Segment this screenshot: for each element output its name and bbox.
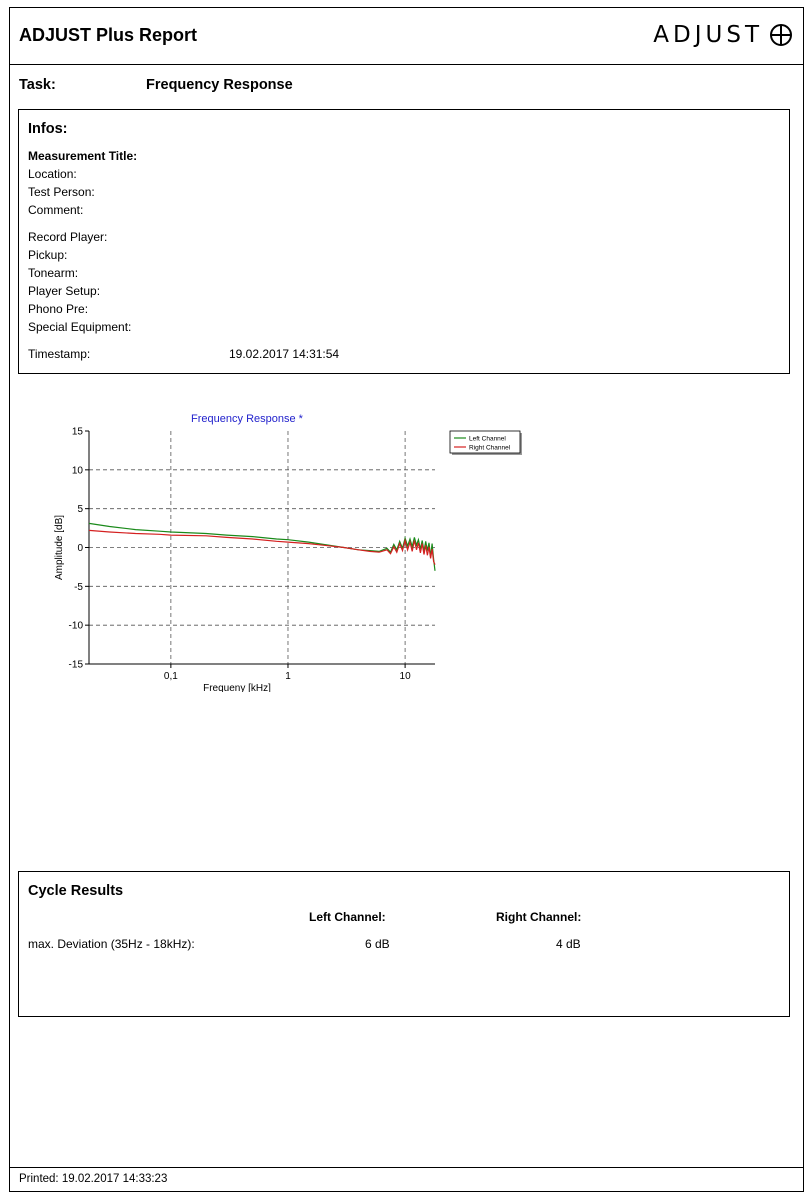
y-tick-label: -5 <box>74 581 83 593</box>
adjust-logo <box>653 22 793 48</box>
x-axis-label: Frequeny [kHz] <box>203 683 271 692</box>
tonearm-label: Tonearm: <box>28 266 79 280</box>
right-channel-header: Right Channel: <box>496 910 582 924</box>
record-player-label: Record Player: <box>28 230 108 244</box>
task-row <box>10 64 803 102</box>
left-channel-line <box>89 523 435 570</box>
y-tick-label: -10 <box>68 620 83 632</box>
phono-pre-label: Phono Pre: <box>28 302 89 316</box>
x-tick-label: 0,1 <box>163 671 178 682</box>
y-axis-label: Amplitude [dB] <box>54 514 65 581</box>
pickup-label: Pickup: <box>28 248 68 262</box>
timestamp-value: 19.02.2017 14:31:54 <box>229 347 340 361</box>
report-header <box>10 8 803 65</box>
left-channel-header: Left Channel: <box>309 910 386 924</box>
report-page <box>9 7 804 1192</box>
test-person-label: Test Person: <box>28 185 95 199</box>
frequency-response-chart <box>40 402 530 692</box>
task-label: Task: <box>19 77 56 93</box>
legend-label: Right Channel <box>469 444 511 452</box>
y-tick-label: 5 <box>77 504 83 516</box>
y-tick-label: 15 <box>71 426 83 438</box>
measurement-title-label: Measurement Title: <box>28 149 138 163</box>
y-tick-label: -15 <box>68 659 83 671</box>
chart-title: Frequency Response * <box>191 413 303 425</box>
logo-text: ADJUST <box>653 22 763 48</box>
y-tick-label: 0 <box>77 543 83 554</box>
timestamp-label: Timestamp: <box>28 347 91 361</box>
cycle-results-panel <box>18 871 790 1017</box>
legend-label: Left Channel <box>469 435 506 443</box>
y-tick-label: 10 <box>71 465 83 477</box>
x-tick-label: 1 <box>285 671 291 682</box>
task-value: Frequency Response <box>146 77 293 93</box>
infos-panel <box>18 109 790 374</box>
comment-label: Comment: <box>28 203 84 217</box>
special-equipment-label: Special Equipment: <box>28 320 132 334</box>
cycle-results-title: Cycle Results <box>28 883 124 899</box>
report-footer <box>10 1167 803 1191</box>
printed-timestamp: Printed: 19.02.2017 14:33:23 <box>19 1173 168 1185</box>
left-deviation-value: 6 dB <box>365 937 390 951</box>
right-deviation-value: 4 dB <box>556 937 581 951</box>
player-setup-label: Player Setup: <box>28 284 101 298</box>
infos-title: Infos: <box>28 121 68 137</box>
location-label: Location: <box>28 167 77 181</box>
circle-plus-icon <box>769 23 793 47</box>
max-deviation-label: max. Deviation (35Hz - 18kHz): <box>28 937 195 951</box>
x-tick-label: 10 <box>399 671 411 682</box>
report-title: ADJUST Plus Report <box>19 25 198 45</box>
